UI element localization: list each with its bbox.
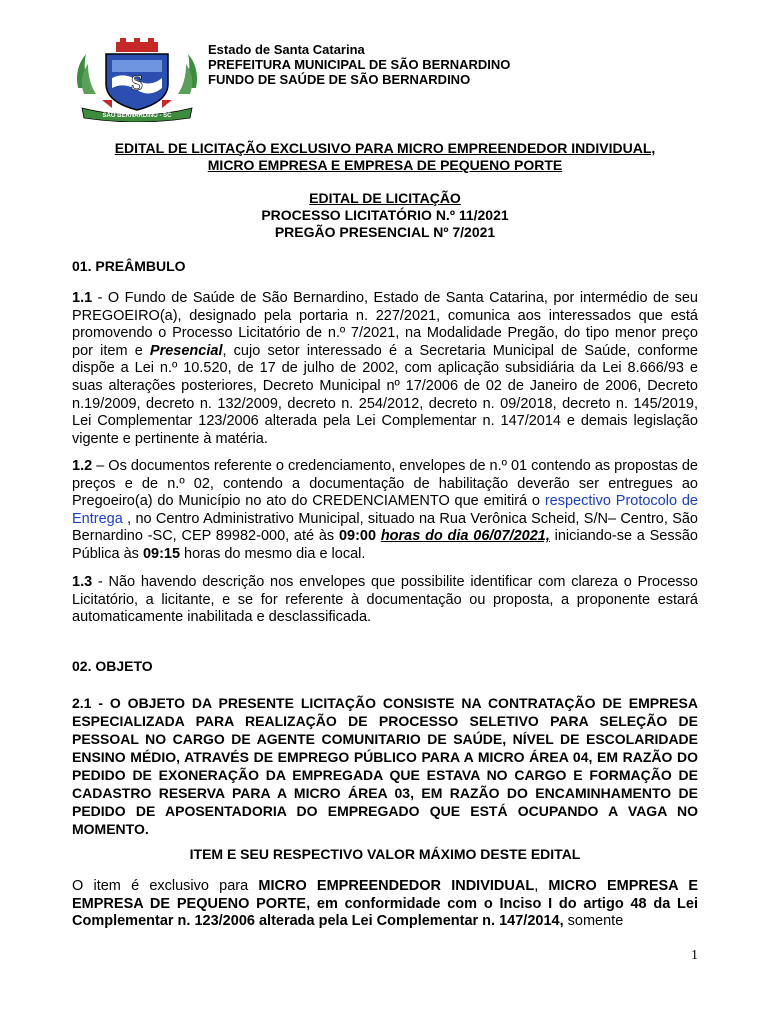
organization-name: [208, 42, 510, 87]
presencial-emphasis: Presencial: [149, 342, 223, 359]
paragraph-text: horas do mesmo dia e local.: [180, 545, 366, 562]
paragraph-2-1: 2.1 - O OBJETO DA PRESENTE LICITAÇÃO CONSISTE NA CONTRATAÇÃO DE EMPRESA ESPECIALIZADA PARA REALIZAÇÃO DE PROCESSO SELETIVO PARA SELEÇÃO DE PESSOAL NO CARGO DE AGENTE COMUNITARIO DE SAÚDE, NÍVEL DE ESCOLARIDADE ENSINO MÉDIO, ATRAVÉS DE EMPREGO PÚBLICO PARA A MICRO ÁREA 04, EM RAZÃO DO PEDIDO DE EXONERAÇÃO DA EMPREGADA QUE ESTAVA NO CARGO E FORMAÇÃO DE CADASTRO RESERVA PARA A MICRO ÁREA 03, EM RAZÃO DO ENCAMINHAMENTO DE PEDIDO DE APOSENTADORIA DO EMPREGADO QUE ESTÁ OCUPANDO A VAGA NO MOMENTO.: [72, 695, 698, 837]
document-title: [72, 140, 698, 174]
law-emphasis: MICRO EMPRESA E EMPRESA DE PEQUENO PORTE, em conformidade com o Inciso I do artigo 48 da Lei Complementar n. 123/2006 alterada pela Lei Complementar n. 147/2014,: [72, 878, 698, 930]
process-number: PROCESSO LICITATÓRIO N.º 11/2021: [261, 207, 509, 223]
svg-text:S: S: [130, 70, 144, 95]
paragraph-number: 1.1: [72, 290, 93, 306]
svg-text:SÃO BERNARDINO - SC: SÃO BERNARDINO - SC: [102, 113, 172, 119]
paragraph-text: , no Centro Administrativo Municipal, situado na Rua Verônica Scheid, S/N– Centro, São Bernardino -SC, CEP 89982-000, até às: [72, 510, 698, 545]
state-name: Estado de Santa Catarina: [208, 42, 365, 57]
mei-emphasis: MICRO EMPREENDEDOR INDIVIDUAL: [258, 878, 535, 894]
paragraph-text: , cujo setor interessado é a Secretaria Municipal de Saúde, conforme dispõe a Lei n.º 10.520, de 17 de julho de 2002, com aplicação subsidiária da Lei 8.666/93 e suas alterações posteriores, Decreto Municipal nº 17/2006 de 02 de Janeiro de 2006, Decreto n.19/2009, decreto n. 132/2009, decreto n. 254/2012, decreto n. 09/2018, decreto n. 145/2019, Lei Complementar 123/2006 alterada pela Lei Complementar n. 147/2014 e demais legislação vigente e pertinente à matéria.: [72, 342, 698, 447]
pregao-number: PREGÃO PRESENCIAL Nº 7/2021: [274, 224, 496, 240]
paragraph-text: ,: [534, 878, 549, 894]
paragraph-text: somente: [563, 913, 624, 930]
deadline-date: horas do dia 06/07/2021,: [380, 528, 550, 545]
session-time: 09:15: [142, 545, 181, 562]
paragraph-text: – Os documentos referente o credenciamento, envelopes de n.º 01 contendo as propostas de preços e de n.º 02, contendo a documentação de habilitação deverão ser entregues ao Pregoeiro(a) do Município no ato do CREDENCIAMENTO que emitirá o: [72, 458, 698, 510]
item-heading: ITEM E SEU RESPECTIVO VALOR MÁXIMO DESTE EDITAL: [189, 846, 581, 862]
section-heading-objeto: 02. OBJETO: [72, 658, 153, 674]
paragraph-text: iniciando-se a Sessão Pública às: [72, 528, 698, 562]
section-heading-preambulo: 01. PREÂMBULO: [72, 258, 186, 274]
deadline-time: 09:00: [338, 528, 377, 545]
paragraph-text: - Não havendo descrição nos envelopes que possibilite identificar com clareza o Processo Licitatório, a licitante, e se for referente à documentação ou proposta, a proponente estará automaticamente inabilitada e desclassificada.: [72, 574, 698, 626]
edital-info: [72, 190, 698, 241]
prefecture-name: PREFEITURA MUNICIPAL DE SÃO BERNARDINO: [208, 57, 511, 72]
edital-label: EDITAL DE LICITAÇÃO: [309, 190, 461, 206]
paragraph-1-2: [72, 458, 698, 564]
paragraph-1-3: [72, 574, 698, 627]
letterhead: [72, 38, 632, 124]
exclusivity-paragraph: [72, 878, 698, 931]
paragraph-text: - O Fundo de Saúde de São Bernardino, Estado de Santa Catarina, por intermédio de seu PREGOEIRO(a), designado pela portaria n. 227/2021, comunica aos interessados que está promovendo o Processo Licitatório de n.º 7/2021, na Modalidade Pregão, do tipo menor preço por item e: [72, 290, 698, 359]
page-number: 1: [691, 948, 698, 963]
protocol-link[interactable]: respectivo Protocolo de Entrega: [72, 493, 698, 527]
crest-banner: [80, 104, 194, 122]
title-line-1: EDITAL DE LICITAÇÃO EXCLUSIVO PARA MICRO EMPREENDEDOR INDIVIDUAL,: [114, 140, 656, 156]
paragraph-number: 1.2: [72, 458, 93, 474]
paragraph-1-1: [72, 290, 698, 448]
paragraph-number: 1.3: [72, 574, 93, 590]
fund-name: FUNDO DE SAÚDE DE SÃO BERNARDINO: [208, 72, 471, 87]
title-line-2: MICRO EMPRESA E EMPRESA DE PEQUENO PORTE: [207, 157, 563, 173]
paragraph-text: O item é exclusivo para: [72, 878, 259, 894]
